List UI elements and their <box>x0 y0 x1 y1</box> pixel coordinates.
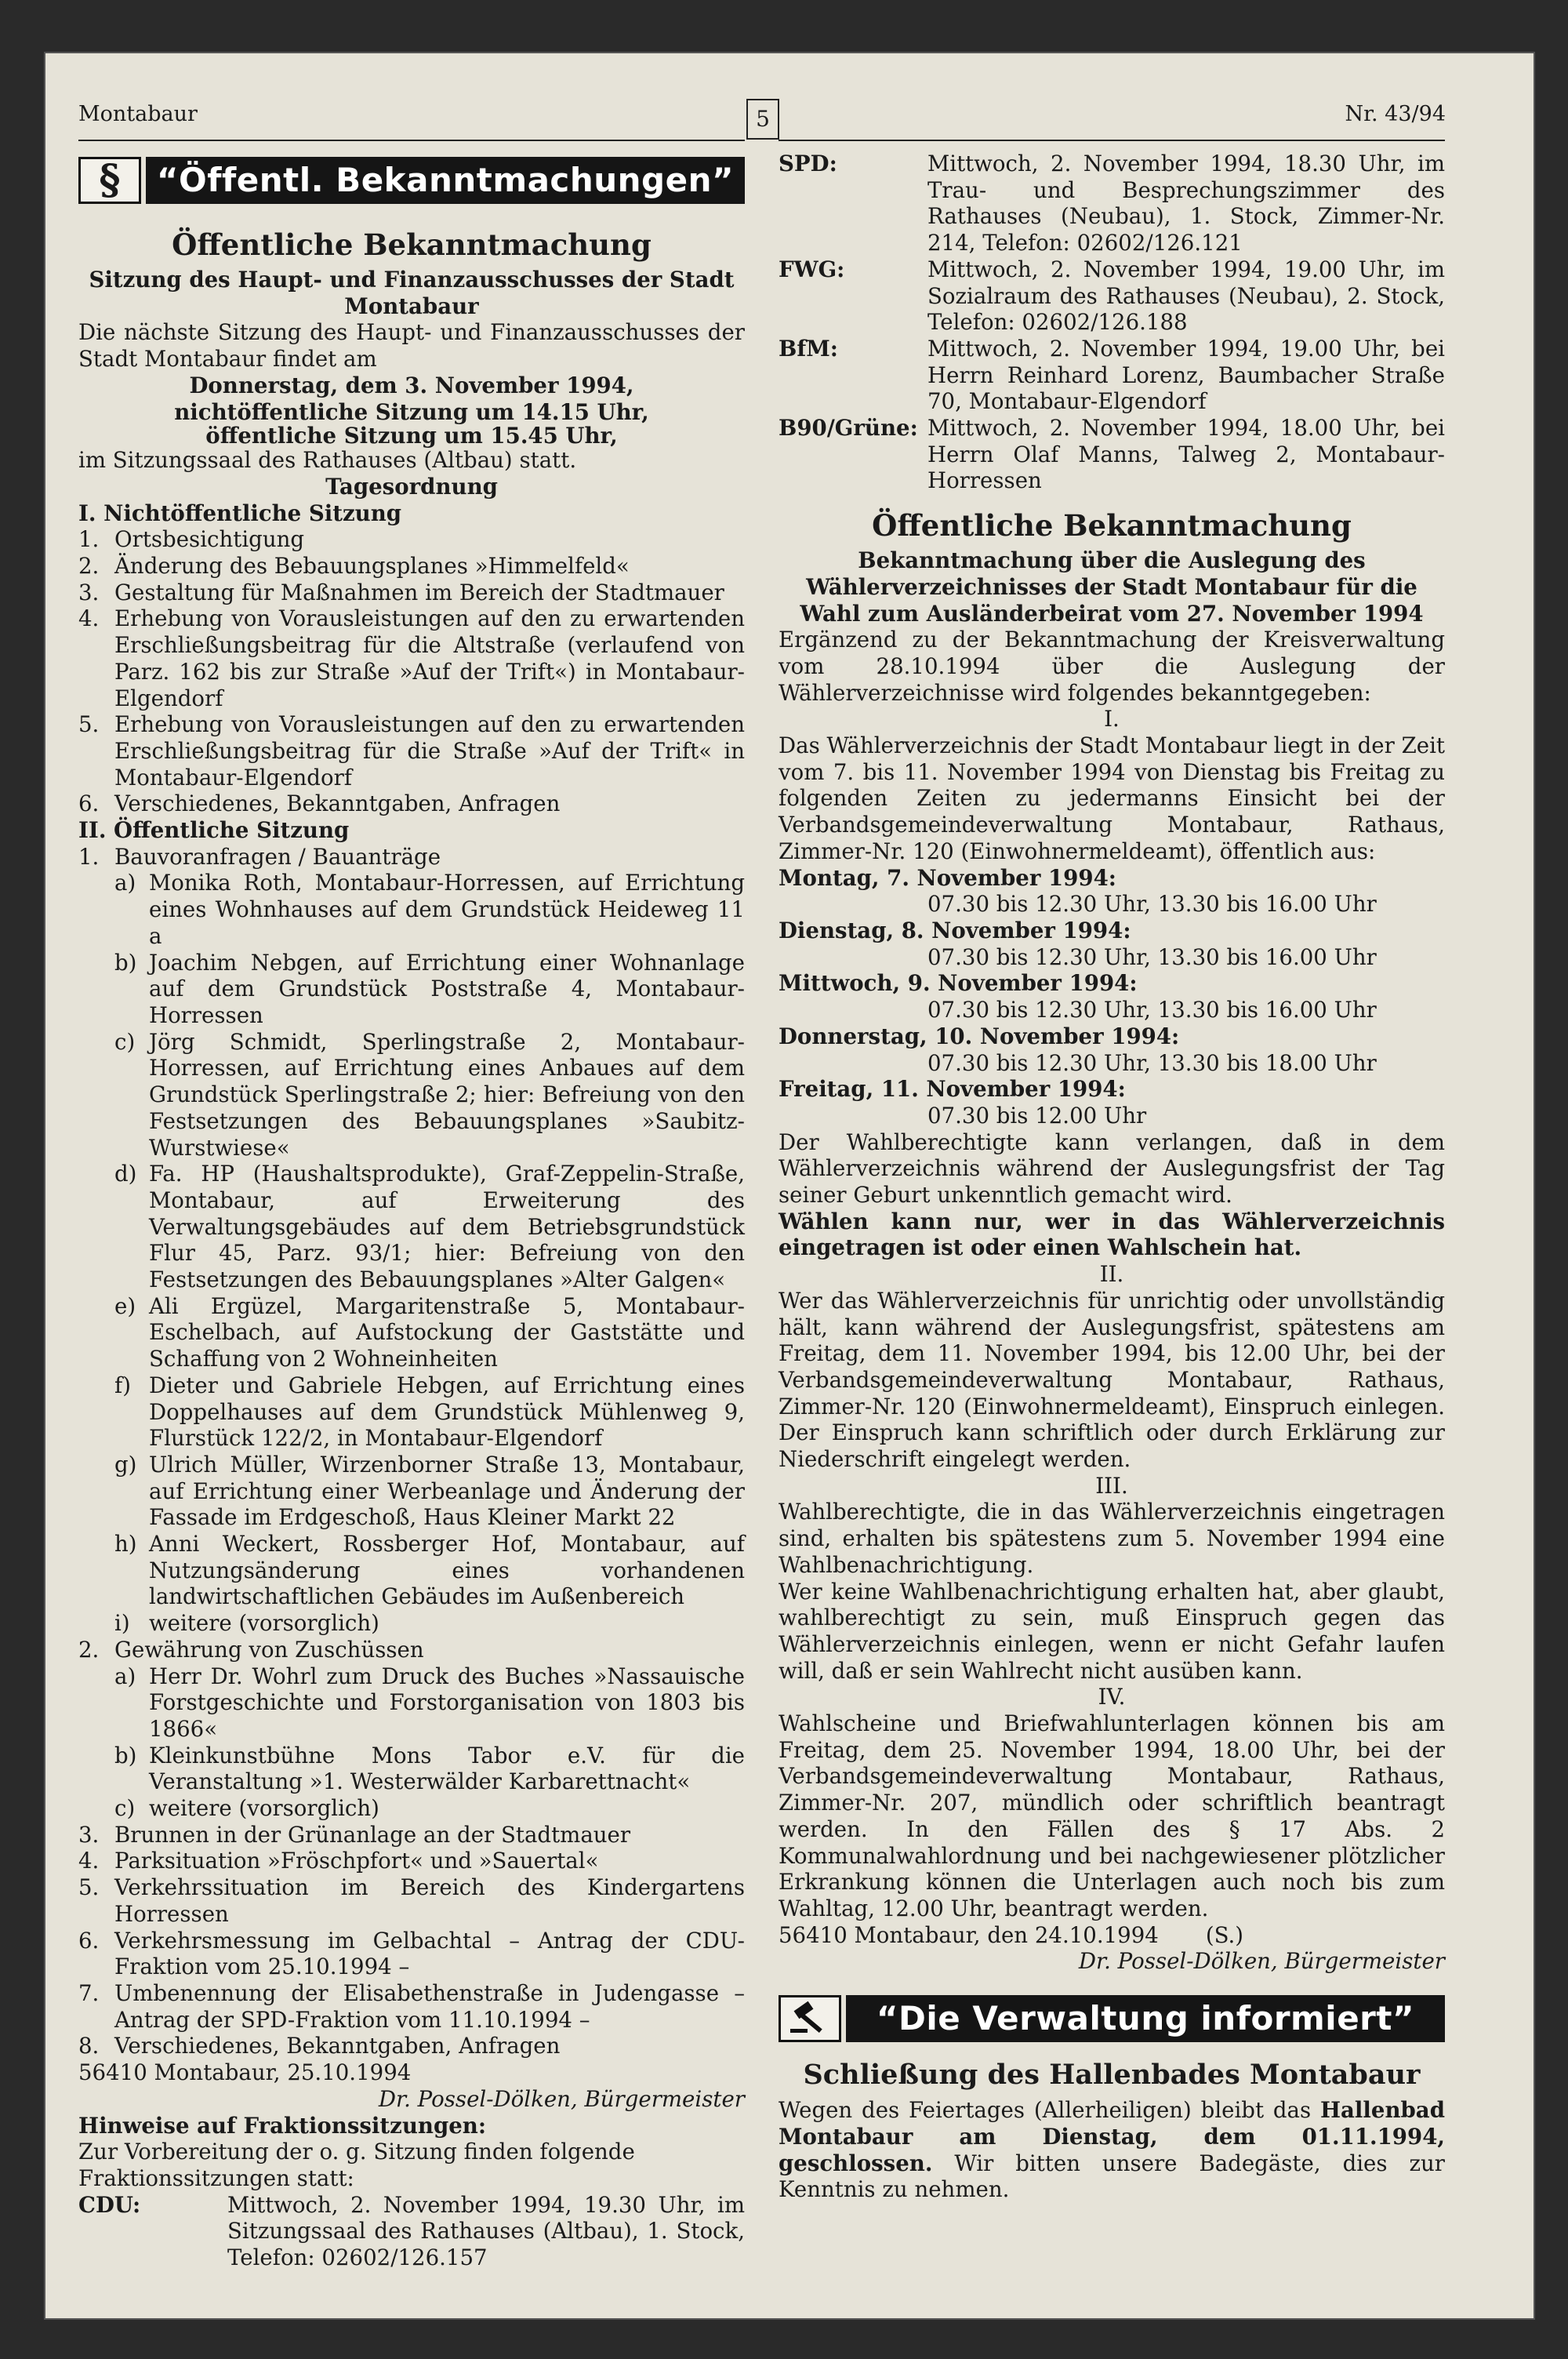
page-number: 5 <box>746 99 779 140</box>
opening-hours: 07.30 bis 12.30 Uhr, 13.30 bis 16.00 Uhr <box>927 891 1377 918</box>
item-text: Erhebung von Vorausleistungen auf den zu erwartenden Erschließungsbeitrag für die Straße »Auf der Trift« in Montabaur-Elgendorf <box>114 711 745 791</box>
agenda-item <box>78 844 745 871</box>
fraktion-intro: Zur Vorbereitung der o. g. Sitzung finden folgende Fraktionssitzungen statt: <box>78 2139 635 2191</box>
fraktion-label: B90/Grüne: <box>779 415 918 442</box>
item-number: 8. <box>78 2033 100 2059</box>
item-text: Verkehrssituation im Bereich des Kindergartens Horressen <box>114 1874 745 1927</box>
agenda-item <box>78 711 745 791</box>
right-column <box>779 151 1445 2203</box>
item-text: Ortsbesichtigung <box>114 526 305 553</box>
opening-hours: 07.30 bis 12.30 Uhr, 13.30 bis 16.00 Uhr <box>927 997 1377 1023</box>
item-text: Bauvoranfragen / Bauanträge <box>114 843 441 870</box>
fraktion-entry <box>779 256 1445 336</box>
item-number: 4. <box>78 605 100 632</box>
agenda-item <box>78 870 745 949</box>
item-text: Jörg Schmidt, Sperlingstraße 2, Montabaur-Horressen, auf Errichtung eines Anbaues auf dem Grundstück Sperlingstraße 2; hier: Befreiung von den Festsetzungen des Bebauungsplanes »Saubitz-Wurstwiese« <box>149 1028 745 1161</box>
notice2-intro: Ergänzend zu der Bekanntmachung der Kreisverwaltung vom 28.10.1994 über die Auslegung der Wählerverzeichnisse wird folgendes bekanntgegeben: <box>779 627 1445 706</box>
agenda-item <box>78 526 745 553</box>
fraktion-text: Mittwoch, 2. November 1994, 19.00 Uhr, bei Herrn Reinhard Lorenz, Baumbacher Straße 70, Montabaur-Elgendorf <box>927 335 1445 415</box>
opening-hours: 07.30 bis 12.00 Uhr <box>927 1102 1147 1129</box>
section-text: Wahlscheine und Briefwahlunterlagen können bis am Freitag, dem 25. November 1994, 18.00 Uhr, bei der Verbandsgemeindeverwaltung Montabaur, Rathaus, Zimmer-Nr. 207, mündlich oder schriftlich beantragt werden. In den Fällen des § 17 Abs. 2 Kommunalwahlordnung und bei nachgewiesener plötzlicher Erkrankung können die Unterlagen auch noch bis zum Wahltag, 12.00 Uhr, beantragt werden. <box>779 1710 1445 1921</box>
signature: Dr. Possel-Dölken, Bürgermeister <box>378 2085 745 2112</box>
notice2-title: Öffentliche Bekanntmachung <box>872 508 1352 543</box>
fraktion-text: Mittwoch, 2. November 1994, 18.30 Uhr, im Trau- und Besprechungszimmer des Rathauses (Neubau), 1. Stock, Zimmer-Nr. 214, Telefon: 02602/126.121 <box>927 151 1445 256</box>
fraktion-list <box>779 151 1445 494</box>
item-number: g) <box>114 1451 137 1478</box>
item-text: Parksituation »Fröschpfort« und »Sauertal« <box>114 1848 599 1874</box>
item-number: 5. <box>78 1874 100 1901</box>
header-rule-right <box>779 140 1445 141</box>
section-text: Das Wählerverzeichnis der Stadt Montabaur liegt in der Zeit vom 7. bis 11. November 1994 von Dienstag bis Freitag zu folgenden Zeiten zu jedermanns Einsicht bei der Verbandsgemeindeverwaltung Montabaur, Rathaus, Zimmer-Nr. 120 (Einwohnermeldeamt), öffentlich aus: <box>779 732 1445 864</box>
pool-text-part: Wegen des Feiertages (Allerheiligen) bleibt das <box>779 2097 1320 2124</box>
section-number: III. <box>1095 1472 1128 1499</box>
item-number: b) <box>114 949 137 976</box>
fraktion-text: Mittwoch, 2. November 1994, 18.00 Uhr, bei Herrn Olaf Manns, Talweg 2, Montabaur-Horressen <box>927 415 1445 494</box>
banner-title: “Öffentl. Bekanntmachungen” <box>146 157 745 204</box>
section-text: Wahlberechtigte, die in das Wählerverzeichnis eingetragen sind, erhalten bis spätestens zum 5. November 1994 eine Wahlbenachrichtigung. <box>779 1499 1445 1578</box>
item-text: Gestaltung für Maßnahmen im Bereich der Stadtmauer <box>114 579 724 605</box>
opening-day: Freitag, 11. November 1994: <box>779 1076 1126 1103</box>
notice-subtitle: Sitzung des Haupt- und Finanzausschusses der Stadt Montabaur <box>89 267 735 319</box>
section-banner-announcements <box>78 157 745 204</box>
fraktion-text: Mittwoch, 2. November 1994, 19.30 Uhr, im Sitzungssaal des Rathauses (Altbau), 1. Stock, Telefon: 02602/126.157 <box>227 2191 745 2271</box>
item-number: 3. <box>78 1821 100 1848</box>
agenda-item <box>78 553 745 580</box>
item-number: 5. <box>78 711 100 738</box>
meeting-place: im Sitzungssaal des Rathauses (Altbau) statt. <box>78 447 577 474</box>
notice-intro: Die nächste Sitzung des Haupt- und Finanzausschusses der Stadt Montabaur findet am <box>78 319 745 373</box>
item-number: e) <box>114 1292 136 1319</box>
item-text: Anni Weckert, Rossberger Hof, Montabaur, auf Nutzungsänderung eines vorhandenen landwirtschaftlichen Gebäudes im Außenbereich <box>149 1531 745 1610</box>
agenda-item <box>78 1874 745 1927</box>
item-number: a) <box>114 870 136 896</box>
agenda-item2-subitems <box>78 1663 745 1822</box>
item-text: Erhebung von Vorausleistungen auf den zu erwartenden Erschließungsbeitrag für die Altstraße (verlaufend von Parz. 162 bis zur Straße »Auf der Trift«) in Montabaur-Elgendorf <box>114 605 745 711</box>
header-town: Montabaur <box>78 102 198 126</box>
meeting-time-public: öffentliche Sitzung um 15.45 Uhr, <box>205 423 618 449</box>
opening-days <box>779 865 1445 1129</box>
item-number: a) <box>114 1663 136 1689</box>
agenda-item <box>78 791 745 817</box>
section-text: Der Wahlberechtigte kann verlangen, daß in dem Wählerverzeichnis während der Auslegungsfrist der Tag seiner Geburt unkenntlich gemacht wird. <box>779 1129 1445 1209</box>
opening-day: Mittwoch, 9. November 1994: <box>779 970 1138 997</box>
place-date: 56410 Montabaur, den 24.10.1994 <box>779 1921 1159 1948</box>
item-text: Verschiedenes, Bekanntgaben, Anfragen <box>114 2033 561 2059</box>
seal-mark: (S.) <box>1205 1921 1244 1948</box>
fraktion-label: SPD: <box>779 151 837 176</box>
section-number: I. <box>1104 706 1120 732</box>
item-text: Monika Roth, Montabaur-Horressen, auf Errichtung eines Wohnhauses auf dem Grundstück Heideweg 11 a <box>149 870 745 949</box>
item-text: Dieter und Gabriele Hebgen, auf Errichtung eines Doppelhauses auf dem Grundstück Mühlenweg 9, Flurstück 122/2, in Montabaur-Elgendorf <box>149 1372 745 1452</box>
gavel-icon <box>779 1995 841 2042</box>
banner2-title: “Die Verwaltung informiert” <box>846 1995 1445 2042</box>
item-text: Ali Ergüzel, Margaritenstraße 5, Montabaur-Eschelbach, auf Aufstockung der Gaststätte und Schaffung von 2 Wohneinheiten <box>149 1292 745 1372</box>
agenda-item <box>78 1161 745 1293</box>
item-number: i) <box>114 1610 130 1637</box>
agenda-item <box>78 1743 745 1795</box>
signature: Dr. Possel-Dölken, Bürgermeister <box>1078 1948 1445 1975</box>
agenda-part1-title: I. Nichtöffentliche Sitzung <box>78 500 402 526</box>
item-text: Änderung des Bebauungsplanes »Himmelfeld« <box>114 553 630 580</box>
fraktion-label: CDU: <box>78 2191 141 2218</box>
fraktion-title: Hinweise auf Fraktionssitzungen: <box>78 2112 487 2139</box>
agenda-item <box>78 1980 745 2033</box>
agenda-item <box>78 1795 745 1822</box>
item-number: 3. <box>78 579 100 605</box>
notice-title: Öffentliche Bekanntmachung <box>172 227 652 262</box>
place-date-line <box>779 1922 1445 1949</box>
agenda-item <box>78 1848 745 1874</box>
item-text: Umbenennung der Elisabethenstraße in Judengasse – Antrag der SPD-Fraktion vom 11.10.1994 – <box>114 1980 745 2033</box>
agenda-item <box>78 1637 745 1663</box>
item-number: h) <box>114 1531 137 1558</box>
item-text: Brunnen in der Grünanlage an der Stadtmauer <box>114 1821 631 1848</box>
item-text: weitere (vorsorglich) <box>149 1795 379 1822</box>
agenda-part2-rest <box>78 1822 745 2059</box>
meeting-date: Donnerstag, dem 3. November 1994, <box>189 372 634 398</box>
pool-text <box>779 2097 1445 2203</box>
item-number: 6. <box>78 1927 100 1954</box>
notice2-subtitle: Bekanntmachung über die Auslegung des Wählerverzeichnisses der Stadt Montabaur für die Wahl zum Ausländerbeirat vom 27. November 1994 <box>800 547 1424 627</box>
agenda-part1-list <box>78 526 745 817</box>
fraktion-entry <box>779 415 1445 494</box>
item-number: 7. <box>78 1980 100 2006</box>
item-text: Ulrich Müller, Wirzenborner Straße 13, Montabaur, auf Errichtung einer Werbeanlage und Änderung der Fassade im Erdgeschoß, Haus Kleiner Markt 22 <box>149 1451 745 1531</box>
section-text: Wer das Wählerverzeichnis für unrichtig oder unvollständig hält, kann während der Auslegungsfrist, spätestens am Freitag, dem 11. November 1994, bis 12.00 Uhr, bei der Verbandsgemeindeverwaltung Montabaur, Rathaus, Zimmer-Nr. 120 (Einwohnermeldeamt), Einspruch einlegen. Der Einspruch kann schriftlich oder durch Erklärung zur Niederschrift eingelegt werden. <box>779 1287 1445 1473</box>
item-number: 4. <box>78 1848 100 1874</box>
agenda-part2-title: II. Öffentliche Sitzung <box>78 817 350 844</box>
section-text: Wer keine Wahlbenachrichtigung erhalten hat, aber glaubt, wahlberechtigt zu sein, muß Einspruch gegen das Wählerverzeichnis einlegen, wenn er nicht Gefahr laufen will, daß er sein Wahlrecht nicht ausüben kann. <box>779 1578 1445 1684</box>
item-number: c) <box>114 1028 136 1055</box>
header-rule-left <box>78 140 745 141</box>
item-text: weitere (vorsorglich) <box>149 1610 379 1637</box>
agenda-item <box>78 605 745 711</box>
item-text: Verkehrsmessung im Gelbachtal – Antrag der CDU-Fraktion vom 25.10.1994 – <box>114 1927 745 1980</box>
fraktion-text: Mittwoch, 2. November 1994, 19.00 Uhr, im Sozialraum des Rathauses (Neubau), 2. Stock, Telefon: 02602/126.188 <box>927 256 1445 336</box>
item-number: c) <box>114 1795 136 1822</box>
agenda-item <box>78 1610 745 1637</box>
header-issue: Nr. 43/94 <box>1345 102 1446 126</box>
agenda-item <box>78 2033 745 2059</box>
opening-hours: 07.30 bis 12.30 Uhr, 13.30 bis 16.00 Uhr <box>927 943 1377 970</box>
item-number: 2. <box>78 553 100 580</box>
fraktion-entry <box>779 336 1445 415</box>
agenda-title: Tagesordnung <box>325 473 498 500</box>
pool-text-bold: Hallenbad Montabaur am Dienstag, dem 01.11.1994, geschlossen. <box>779 2097 1445 2176</box>
agenda-item <box>78 1531 745 1610</box>
opening-day: Dienstag, 8. November 1994: <box>779 917 1131 943</box>
agenda-item <box>78 1928 745 1980</box>
opening-hours: 07.30 bis 12.30 Uhr, 13.30 bis 18.00 Uhr <box>927 1049 1377 1076</box>
pool-text-part: Wir bitten unsere Badegäste, dies zur Kenntnis zu nehmen. <box>779 2150 1445 2203</box>
item-number: b) <box>114 1742 137 1768</box>
item-number: 2. <box>78 1636 100 1663</box>
item-text: Fa. HP (Haushaltsprodukte), Graf-Zeppelin-Straße, Montabaur, auf Erweiterung des Verwaltungsgebäudes auf dem Betriebsgrundstück Flur 45, Parz. 93/1; hier: Befreiung von den Festsetzungen des Bebauungsplanes »Alter Galgen« <box>149 1161 745 1293</box>
fraktion-entry <box>779 151 1445 256</box>
item-text: Joachim Nebgen, auf Errichtung einer Wohnanlage auf dem Grundstück Poststraße 4, Montabaur-Horressen <box>149 949 745 1028</box>
agenda-item <box>78 1029 745 1161</box>
item-text: Herr Dr. Wohrl zum Druck des Buches »Nassauische Forstgeschichte und Forstorganisation von 1803 bis 1866« <box>149 1663 745 1742</box>
agenda-item <box>78 1452 745 1531</box>
agenda-item <box>78 580 745 606</box>
section-banner-administration <box>779 1995 1445 2042</box>
meeting-time-closed: nichtöffentliche Sitzung um 14.15 Uhr, <box>174 398 649 425</box>
agenda-item <box>78 1663 745 1743</box>
paragraph-icon: § <box>78 157 141 204</box>
item-number: d) <box>114 1161 137 1187</box>
agenda-item <box>78 1822 745 1848</box>
section-bold-note: Wählen kann nur, wer in das Wählerverzeichnis eingetragen ist oder einen Wahlschein hat. <box>779 1208 1445 1261</box>
item-number: 1. <box>78 843 100 870</box>
fraktion-label: FWG: <box>779 256 845 282</box>
section-number: II. <box>1099 1261 1124 1288</box>
item-text: Verschiedenes, Bekanntgaben, Anfragen <box>114 791 561 817</box>
fraktion-label: BfM: <box>779 335 838 362</box>
item-number: 1. <box>78 526 100 553</box>
item-number: 6. <box>78 791 100 817</box>
item-text: Gewährung von Zuschüssen <box>114 1636 424 1663</box>
opening-day: Donnerstag, 10. November 1994: <box>779 1023 1180 1049</box>
item-number: f) <box>114 1372 131 1398</box>
left-column <box>78 151 745 2271</box>
opening-day: Montag, 7. November 1994: <box>779 864 1116 891</box>
section-number: IV. <box>1098 1684 1126 1710</box>
agenda-item <box>78 950 745 1029</box>
agenda-item <box>78 1372 745 1452</box>
agenda-item <box>78 1293 745 1372</box>
item-text: Kleinkunstbühne Mons Tabor e.V. für die Veranstaltung »1. Westerwälder Karbarettnacht« <box>149 1742 745 1795</box>
pool-title: Schließung des Hallenbades Montabaur <box>803 2059 1421 2092</box>
fraktion-entry <box>78 2192 745 2271</box>
place-date: 56410 Montabaur, 25.10.1994 <box>78 2059 412 2086</box>
agenda-item1-subitems <box>78 870 745 1636</box>
